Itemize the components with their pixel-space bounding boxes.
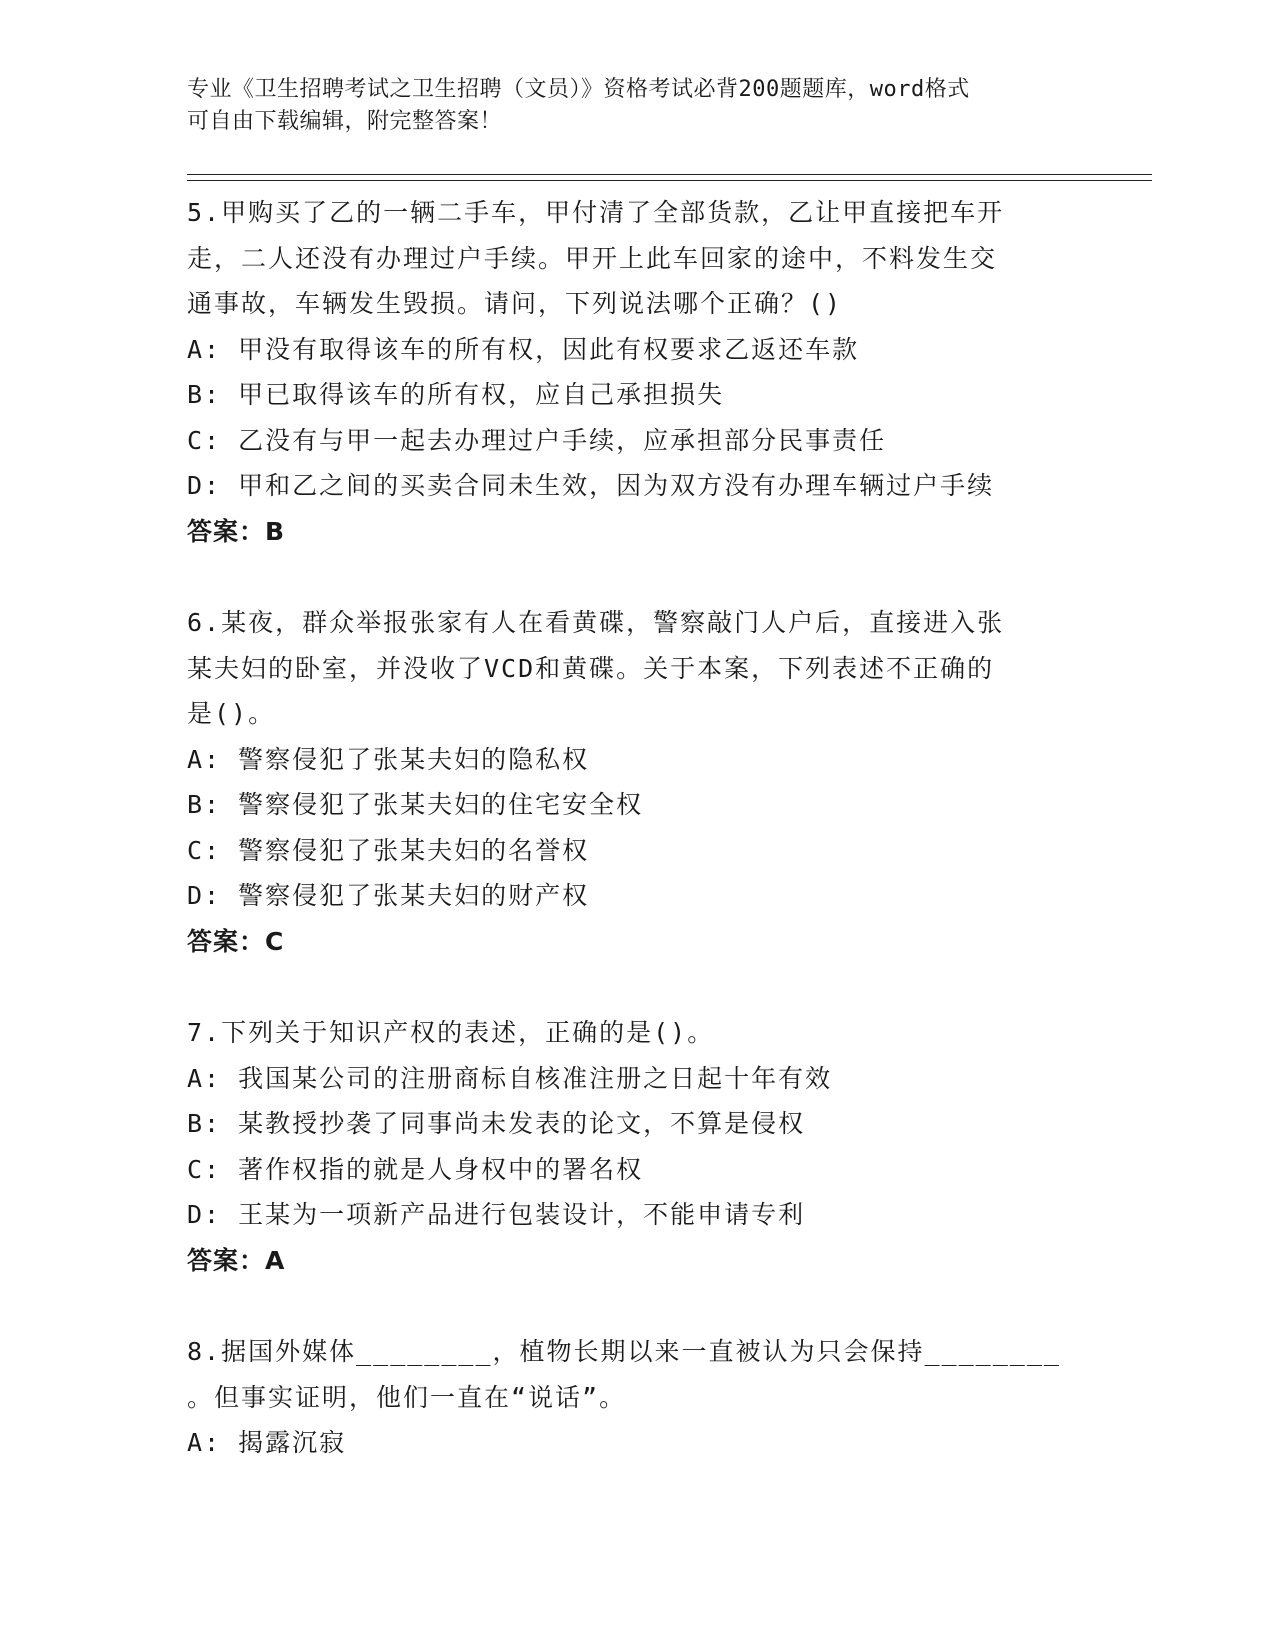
- option-c: C: 著作权指的就是人身权中的署名权: [187, 1154, 644, 1184]
- stem-line: 。但事实证明，他们一直在“说话”。: [187, 1382, 627, 1412]
- header-line-1: 专业《卫生招聘考试之卫生招聘（文员）》资格考试必背200题题库，word格式: [187, 77, 970, 102]
- question-8: [187, 1329, 1067, 1466]
- spacer: [187, 964, 1067, 1010]
- answer-line: 答案：B: [187, 516, 286, 546]
- document-header: [187, 74, 1067, 138]
- option-d: D: 警察侵犯了张某夫妇的财产权: [187, 881, 590, 910]
- stem-line: 是()。: [187, 699, 276, 728]
- spacer: [187, 554, 1067, 600]
- stem-line: 通事故，车辆发生毁损。请问，下列说法哪个正确？(): [187, 289, 843, 318]
- option-a: A: 我国某公司的注册商标自核准注册之日起十年有效: [187, 1063, 833, 1093]
- option-a: A: 警察侵犯了张某夫妇的隐私权: [187, 744, 590, 774]
- option-d: D: 王某为一项新产品进行包装设计，不能申请专利: [187, 1200, 806, 1229]
- question-stem: [187, 1010, 1067, 1056]
- option-b: B: 警察侵犯了张某夫妇的住宅安全权: [187, 790, 644, 819]
- stem-line: 5.甲购买了乙的一辆二手车，甲付清了全部货款，乙让甲直接把车开: [187, 198, 1005, 227]
- option-c: C: 警察侵犯了张某夫妇的名誉权: [187, 835, 590, 865]
- option-d: D: 甲和乙之间的买卖合同未生效，因为双方没有办理车辆过户手续: [187, 471, 995, 500]
- option-a: A: 揭露沉寂: [187, 1428, 347, 1457]
- question-stem: [187, 190, 1067, 327]
- question-7: [187, 1010, 1067, 1283]
- answer-line: 答案：A: [187, 1245, 286, 1275]
- question-6: [187, 600, 1067, 964]
- option-b: B: 甲已取得该车的所有权，应自己承担损失: [187, 380, 725, 409]
- question-5: [187, 190, 1067, 554]
- header-divider-bottom: [187, 180, 1152, 181]
- stem-line: 8.据国外媒体________，植物长期以来一直被认为只会保持________: [187, 1337, 1061, 1366]
- stem-line: 走，二人还没有办理过户手续。甲开上此车回家的途中，不料发生交: [187, 243, 998, 273]
- spacer: [187, 1283, 1067, 1329]
- question-list: [187, 190, 1067, 1466]
- option-c: C: 乙没有与甲一起去办理过户手续，应承担部分民事责任: [187, 425, 887, 455]
- stem-line: 7.下列关于知识产权的表述，正确的是()。: [187, 1018, 715, 1047]
- option-b: B: 某教授抄袭了同事尚未发表的论文，不算是侵权: [187, 1109, 806, 1138]
- answer-line: 答案：C: [187, 926, 285, 956]
- stem-line: 6.某夜，群众举报张家有人在看黄碟，警察敲门人户后，直接进入张: [187, 608, 1005, 637]
- option-a: A: 甲没有取得该车的所有权，因此有权要求乙返还车款: [187, 334, 860, 364]
- question-stem: [187, 600, 1067, 737]
- header-divider-top: [187, 174, 1152, 175]
- stem-line: 某夫妇的卧室，并没收了VCD和黄碟。关于本案，下列表述不正确的: [187, 653, 995, 683]
- header-line-2: 可自由下载编辑，附完整答案！: [187, 109, 503, 134]
- question-stem: [187, 1329, 1067, 1420]
